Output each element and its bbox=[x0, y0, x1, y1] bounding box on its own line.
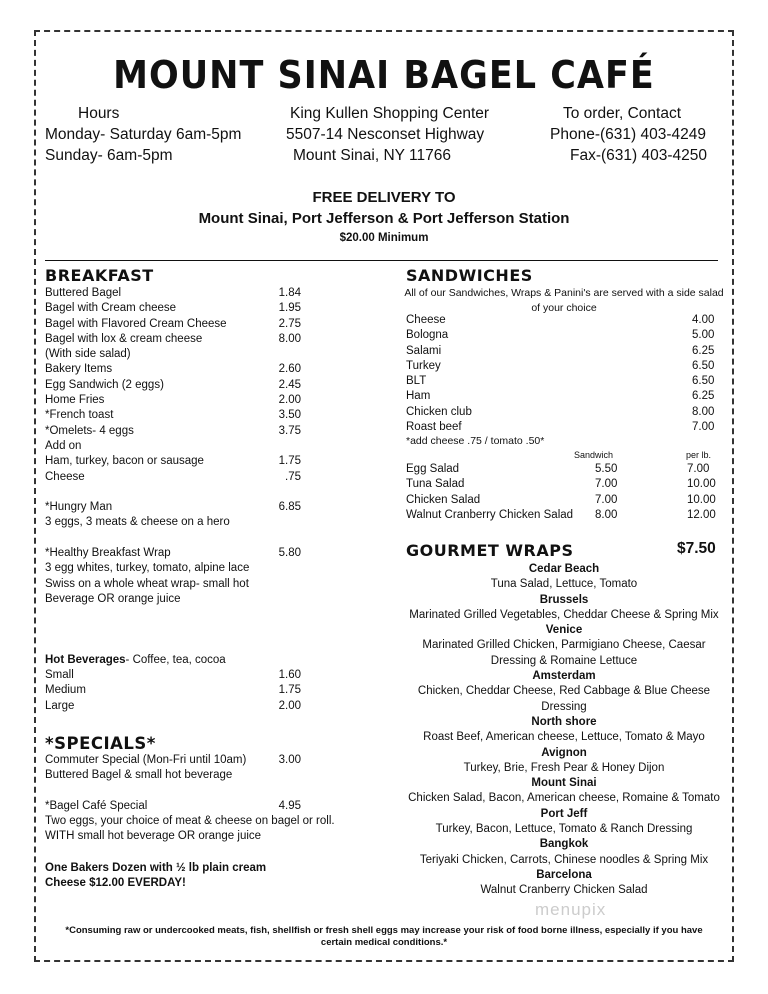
item-name: Swiss on a whole wheat wrap- small hot bbox=[45, 577, 249, 590]
item-name: Bologna bbox=[406, 329, 449, 342]
item-name: (With side salad) bbox=[45, 348, 131, 361]
item-name: Egg Salad bbox=[406, 463, 460, 475]
contact-fax: Fax-(631) 403-4250 bbox=[570, 147, 707, 164]
menu-item-row bbox=[45, 829, 365, 844]
menu-item-row bbox=[45, 439, 345, 454]
menu-item-row bbox=[45, 454, 345, 469]
specials-list bbox=[45, 753, 365, 845]
menu-item-row bbox=[406, 374, 726, 389]
wraps-price: $7.50 bbox=[677, 540, 716, 557]
item-name: Turkey bbox=[406, 359, 441, 372]
item-name: Add on bbox=[45, 439, 82, 452]
menu-item-row bbox=[45, 668, 345, 683]
item-price: 1.60 bbox=[278, 669, 301, 681]
hot-beverages-list bbox=[45, 668, 345, 714]
restaurant-title: MOUNT SINAI BAGEL CAFÉ bbox=[113, 54, 655, 98]
contact-phone: Phone-(631) 403-4249 bbox=[550, 126, 706, 143]
menu-item-row bbox=[406, 344, 726, 359]
menu-item-row bbox=[45, 592, 345, 607]
sandwiches-title: SANDWICHES bbox=[406, 266, 533, 285]
item-price: 10.00 bbox=[687, 478, 716, 491]
wrap-description: Tuna Salad, Lettuce, Tomato bbox=[490, 578, 638, 591]
menu-item-row bbox=[45, 546, 345, 561]
bakers-dozen-promo bbox=[45, 861, 266, 892]
item-name: Bagel with Cream cheese bbox=[45, 302, 177, 315]
item-price: 5.50 bbox=[595, 463, 618, 475]
item-name: 3 eggs, 3 meats & cheese on a hero bbox=[45, 516, 230, 529]
item-name: BLT bbox=[406, 375, 427, 388]
item-name: Beverage OR orange juice bbox=[45, 592, 181, 605]
menu-item-row bbox=[45, 301, 345, 316]
wrap-name: Port Jeff bbox=[540, 807, 588, 820]
wrap-description: Turkey, Bacon, Lettuce, Tomato & Ranch Dressing bbox=[435, 823, 693, 836]
item-name: Medium bbox=[45, 684, 86, 697]
item-price: .75 bbox=[285, 470, 301, 483]
contact-block bbox=[563, 103, 681, 124]
food-safety-note: *Consuming raw or undercooked meats, fish, shellfish or fresh shell eggs may increase your risk of food borne illness, especially if you have certain medical conditions.* bbox=[65, 925, 703, 948]
item-name: Bagel with Flavored Cream Cheese bbox=[45, 317, 227, 330]
menu-item-row bbox=[45, 362, 345, 377]
item-name: Bagel with lox & cream cheese bbox=[45, 332, 203, 345]
wrap-description: Dressing & Romaine Lettuce bbox=[490, 654, 638, 667]
item-name: Home Fries bbox=[45, 394, 105, 407]
item-name: Large bbox=[45, 699, 75, 712]
promo-line-2: Cheese $12.00 EVERDAY! bbox=[45, 877, 186, 890]
watermark: menupix bbox=[535, 900, 607, 919]
item-price: 7.00 bbox=[687, 463, 710, 475]
col-header-per-lb: per lb. bbox=[686, 450, 712, 460]
item-price: 1.95 bbox=[278, 302, 301, 315]
item-name: Cheese bbox=[45, 470, 85, 483]
item-price: 1.84 bbox=[278, 287, 301, 299]
delivery-minimum: $20.00 Minimum bbox=[339, 232, 429, 244]
menu-item-row bbox=[406, 477, 726, 492]
breakfast-list bbox=[45, 286, 345, 607]
menu-item-row bbox=[45, 470, 345, 485]
divider bbox=[45, 260, 718, 261]
menu-item-row bbox=[45, 753, 365, 768]
delivery-areas: Mount Sinai, Port Jefferson & Port Jefferson Station bbox=[198, 210, 570, 227]
item-name: Roast beef bbox=[406, 421, 462, 434]
item-name: *Hungry Man bbox=[45, 501, 113, 514]
item-name: *Bagel Café Special bbox=[45, 799, 148, 812]
item-price: 6.25 bbox=[692, 344, 715, 357]
item-name: Small bbox=[45, 669, 74, 681]
item-name: *Omelets- 4 eggs bbox=[45, 424, 134, 437]
item-price: 4.95 bbox=[278, 799, 301, 812]
menu-item-row bbox=[406, 420, 726, 435]
item-price: 2.60 bbox=[278, 363, 301, 376]
wrap-description: Dressing bbox=[541, 700, 587, 713]
sandwich-side-note bbox=[400, 286, 728, 315]
wrap-description: Chicken, Cheddar Cheese, Red Cabbage & Blue Cheese bbox=[417, 685, 711, 698]
hot-beverages-label: Hot Beverages bbox=[45, 654, 126, 666]
hours-block bbox=[78, 103, 119, 124]
hot-beverages-types: - Coffee, tea, cocoa bbox=[125, 654, 226, 666]
item-price: 2.00 bbox=[278, 699, 301, 712]
item-price: 2.45 bbox=[278, 378, 301, 391]
menu-item-row bbox=[45, 515, 345, 530]
item-name: *French toast bbox=[45, 409, 114, 422]
wrap-name: North shore bbox=[531, 715, 597, 728]
wrap-name: Venice bbox=[545, 624, 583, 637]
menu-item-row bbox=[406, 359, 726, 374]
address-city: Mount Sinai, NY 11766 bbox=[293, 147, 451, 164]
menu-item-row bbox=[45, 768, 365, 783]
hours-weekday: Monday- Saturday 6am-5pm bbox=[45, 126, 242, 143]
item-price: 3.00 bbox=[278, 754, 301, 766]
item-name: Salami bbox=[406, 344, 442, 357]
menu-item-row bbox=[45, 286, 345, 301]
menu-item-row bbox=[45, 408, 345, 423]
hours-sunday: Sunday- 6am-5pm bbox=[45, 147, 173, 164]
menu-item-row bbox=[45, 561, 345, 576]
menu-item-row bbox=[45, 699, 345, 714]
item-name: WITH small hot beverage OR orange juice bbox=[45, 830, 262, 843]
item-price: 7.00 bbox=[595, 478, 618, 491]
promo-line-1: One Bakers Dozen with ½ lb plain cream bbox=[45, 862, 267, 874]
hours-heading: Hours bbox=[78, 105, 120, 122]
address-block bbox=[290, 103, 489, 124]
item-name: Ham bbox=[406, 390, 431, 403]
col-header-sandwich: Sandwich bbox=[574, 450, 614, 460]
contact-heading: To order, Contact bbox=[563, 105, 682, 122]
salad-list bbox=[406, 462, 726, 523]
item-price: 5.80 bbox=[278, 547, 301, 560]
wrap-description: Walnut Cranberry Chicken Salad bbox=[480, 884, 648, 897]
item-price: 6.50 bbox=[692, 359, 715, 372]
wrap-description: Turkey, Brie, Fresh Pear & Honey Dijon bbox=[463, 761, 665, 774]
item-price: 5.00 bbox=[692, 329, 715, 342]
menu-item-row bbox=[45, 500, 345, 515]
item-name: Two eggs, your choice of meat & cheese on bagel or roll. bbox=[45, 815, 335, 828]
item-name: Tuna Salad bbox=[406, 478, 465, 491]
item-price: 7.00 bbox=[595, 493, 618, 506]
menu-item-row bbox=[45, 531, 345, 546]
wrap-description: Chicken Salad, Bacon, American cheese, Romaine & Tomato bbox=[408, 792, 720, 805]
menu-item-row bbox=[406, 389, 726, 404]
menu-item-row bbox=[45, 332, 345, 347]
item-price: 6.50 bbox=[692, 375, 715, 388]
item-price: 8.00 bbox=[278, 332, 301, 345]
menu-item-row bbox=[45, 347, 345, 362]
menu-item-row bbox=[45, 814, 365, 829]
hours-lines bbox=[45, 124, 241, 166]
wrap-name: Bangkok bbox=[539, 838, 589, 851]
wrap-description: Marinated Grilled Vegetables, Cheddar Cheese & Spring Mix bbox=[409, 608, 719, 621]
menu-item-row bbox=[45, 485, 345, 500]
menu-item-row bbox=[45, 683, 345, 698]
address-center: King Kullen Shopping Center bbox=[290, 105, 490, 122]
wrap-description: Teriyaki Chicken, Carrots, Chinese noodles & Spring Mix bbox=[419, 853, 709, 866]
item-name: Chicken club bbox=[406, 405, 472, 418]
menu-item-row bbox=[45, 378, 345, 393]
item-price: 8.00 bbox=[595, 508, 618, 521]
menu-item-row bbox=[45, 799, 365, 814]
item-name: Commuter Special (Mon-Fri until 10am) bbox=[45, 754, 247, 766]
item-price: 2.75 bbox=[278, 317, 301, 330]
item-name: 3 egg whites, turkey, tomato, alpine lace bbox=[45, 562, 250, 575]
menu-item-row bbox=[406, 328, 726, 343]
item-price: 1.75 bbox=[278, 455, 301, 468]
item-price: 3.50 bbox=[278, 409, 301, 422]
menu-item-row bbox=[406, 405, 726, 420]
wrap-description: Roast Beef, American cheese, Lettuce, Tomato & Mayo bbox=[423, 731, 705, 744]
item-price: 6.85 bbox=[278, 501, 301, 514]
item-name: *Healthy Breakfast Wrap bbox=[45, 547, 171, 560]
specials-title: *SPECIALS* bbox=[45, 734, 156, 753]
menu-item-row bbox=[406, 508, 726, 523]
delivery-heading: FREE DELIVERY TO bbox=[312, 189, 456, 206]
item-name: Buttered Bagel & small hot beverage bbox=[45, 769, 233, 782]
address-lines bbox=[286, 124, 484, 166]
contact-lines bbox=[550, 124, 707, 166]
wraps-title: GOURMET WRAPS bbox=[406, 541, 574, 560]
wrap-name: Brussels bbox=[539, 593, 589, 606]
item-name: Chicken Salad bbox=[406, 493, 481, 506]
wrap-name: Barcelona bbox=[536, 868, 592, 881]
wraps-list bbox=[400, 562, 728, 899]
menu-item-row bbox=[406, 313, 726, 328]
menu-item-row bbox=[45, 424, 345, 439]
hot-beverages-heading bbox=[45, 653, 345, 668]
menu-item-row bbox=[45, 393, 345, 408]
sandwich-list bbox=[406, 313, 726, 435]
item-price: 10.00 bbox=[687, 493, 716, 506]
wrap-name: Amsterdam bbox=[532, 670, 596, 683]
item-price: 2.00 bbox=[278, 394, 301, 407]
item-name: Bakery Items bbox=[45, 363, 113, 376]
item-name: Buttered Bagel bbox=[45, 287, 122, 299]
wrap-name: Avignon bbox=[541, 746, 587, 759]
menu-item-row bbox=[406, 462, 726, 477]
item-price: 3.75 bbox=[278, 424, 301, 437]
wrap-name: Mount Sinai bbox=[531, 777, 597, 790]
sandwich-addon-note: *add cheese .75 / tomato .50* bbox=[406, 435, 545, 447]
menu-item-row bbox=[45, 317, 345, 332]
item-price: 8.00 bbox=[692, 405, 715, 418]
menu-item-row bbox=[45, 784, 365, 799]
item-name: Cheese bbox=[406, 314, 446, 326]
item-price: 6.25 bbox=[692, 390, 715, 403]
address-street: 5507-14 Nesconset Highway bbox=[286, 126, 485, 143]
side-note-line-1: All of our Sandwiches, Wraps & Panini's are served with a side salad bbox=[404, 287, 724, 299]
breakfast-title: BREAKFAST bbox=[45, 266, 154, 285]
item-price: 7.00 bbox=[692, 421, 715, 434]
item-name: Walnut Cranberry Chicken Salad bbox=[406, 508, 574, 521]
menu-item-row bbox=[45, 577, 345, 592]
wrap-name: Cedar Beach bbox=[528, 563, 600, 575]
item-name: Ham, turkey, bacon or sausage bbox=[45, 455, 204, 468]
item-price: 12.00 bbox=[687, 508, 716, 521]
item-price: 1.75 bbox=[278, 684, 301, 697]
item-price: 4.00 bbox=[692, 314, 715, 326]
menu-item-row bbox=[406, 493, 726, 508]
side-note-line-2: of your choice bbox=[531, 301, 597, 314]
item-name: Egg Sandwich (2 eggs) bbox=[45, 378, 164, 391]
wrap-description: Marinated Grilled Chicken, Parmigiano Cheese, Caesar bbox=[422, 639, 706, 652]
